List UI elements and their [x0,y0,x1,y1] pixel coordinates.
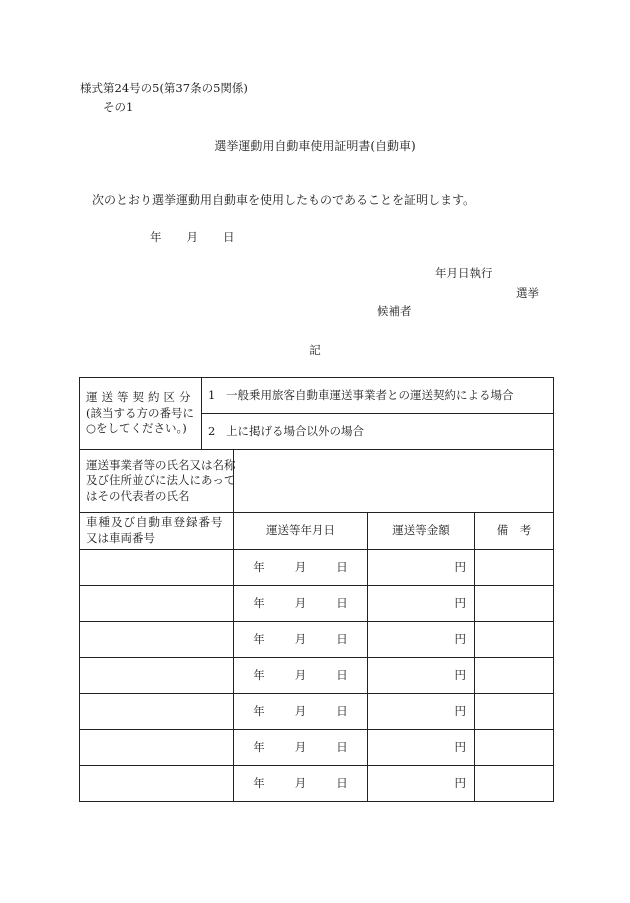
table-row [80,550,554,586]
date-cell[interactable]: 年 月 日 [234,694,368,730]
form-sub-number: その1 [103,100,134,114]
contract-option-2[interactable]: 2 上に掲げる場合以外の場合 [202,414,554,450]
date-cell[interactable]: 年 月 日 [234,766,368,802]
table-row [80,766,554,802]
exec-year: 年 [435,266,447,280]
date-cell[interactable]: 年 月 日 [234,622,368,658]
vehicle-cell[interactable] [80,550,234,586]
vehicle-header: 車種及び自動車登録番号 又は車両番号 [80,513,234,550]
document-title: 選挙運動用自動車使用証明書(自動車) [214,139,416,153]
date-cell[interactable]: 年 月 日 [234,550,368,586]
date-month: 月 [186,230,198,244]
operator-label: 運送事業者等の氏名又は名称 及び住所並びに法人にあって はその代表者の氏名 [80,450,234,513]
remarks-cell[interactable] [475,766,554,802]
date-day: 日 [223,230,235,244]
table-row [80,730,554,766]
date-cell[interactable]: 年 月 日 [234,658,368,694]
contract-option-1[interactable]: 1 一般乗用旅客自動車運送事業者との運送契約による場合 [202,378,554,414]
remarks-cell[interactable] [475,622,554,658]
amount-cell[interactable]: 円 [368,586,475,622]
exec-day: 日執行 [458,266,493,280]
table-row [80,622,554,658]
contract-type-label: 運送等契約区分 (該当する方の番号に ○をしてください。) [80,378,202,450]
form-number: 様式第24号の5(第37条の5関係) [80,81,248,95]
date-header: 運送等年月日 [234,513,368,550]
certification-statement: 次のとおり選挙運動用自動車を使用したものであることを証明します。 [92,193,476,207]
amount-cell[interactable]: 円 [368,622,475,658]
remarks-cell[interactable] [475,550,554,586]
date-cell[interactable]: 年 月 日 [234,730,368,766]
remarks-cell[interactable] [475,658,554,694]
ki-label: 記 [309,343,321,357]
vehicle-cell[interactable] [80,658,234,694]
table-row [80,586,554,622]
usage-table [79,377,554,802]
exec-month: 月 [446,266,458,280]
vehicle-cell[interactable] [80,730,234,766]
election-label: 選挙 [516,286,539,300]
table-row [80,658,554,694]
candidate-label: 候補者 [377,304,412,318]
remarks-header: 備 考 [475,513,554,550]
certification-date [150,232,235,244]
amount-header: 運送等金額 [368,513,475,550]
amount-cell[interactable]: 円 [368,766,475,802]
vehicle-cell[interactable] [80,622,234,658]
amount-cell[interactable]: 円 [368,730,475,766]
amount-cell[interactable]: 円 [368,694,475,730]
vehicle-cell[interactable] [80,694,234,730]
election-execution-date [435,268,493,280]
vehicle-cell[interactable] [80,766,234,802]
vehicle-cell[interactable] [80,586,234,622]
date-cell[interactable]: 年 月 日 [234,586,368,622]
amount-cell[interactable]: 円 [368,550,475,586]
amount-cell[interactable]: 円 [368,658,475,694]
operator-field[interactable] [234,450,554,513]
table-row [80,694,554,730]
remarks-cell[interactable] [475,730,554,766]
date-year: 年 [150,230,162,244]
remarks-cell[interactable] [475,586,554,622]
remarks-cell[interactable] [475,694,554,730]
